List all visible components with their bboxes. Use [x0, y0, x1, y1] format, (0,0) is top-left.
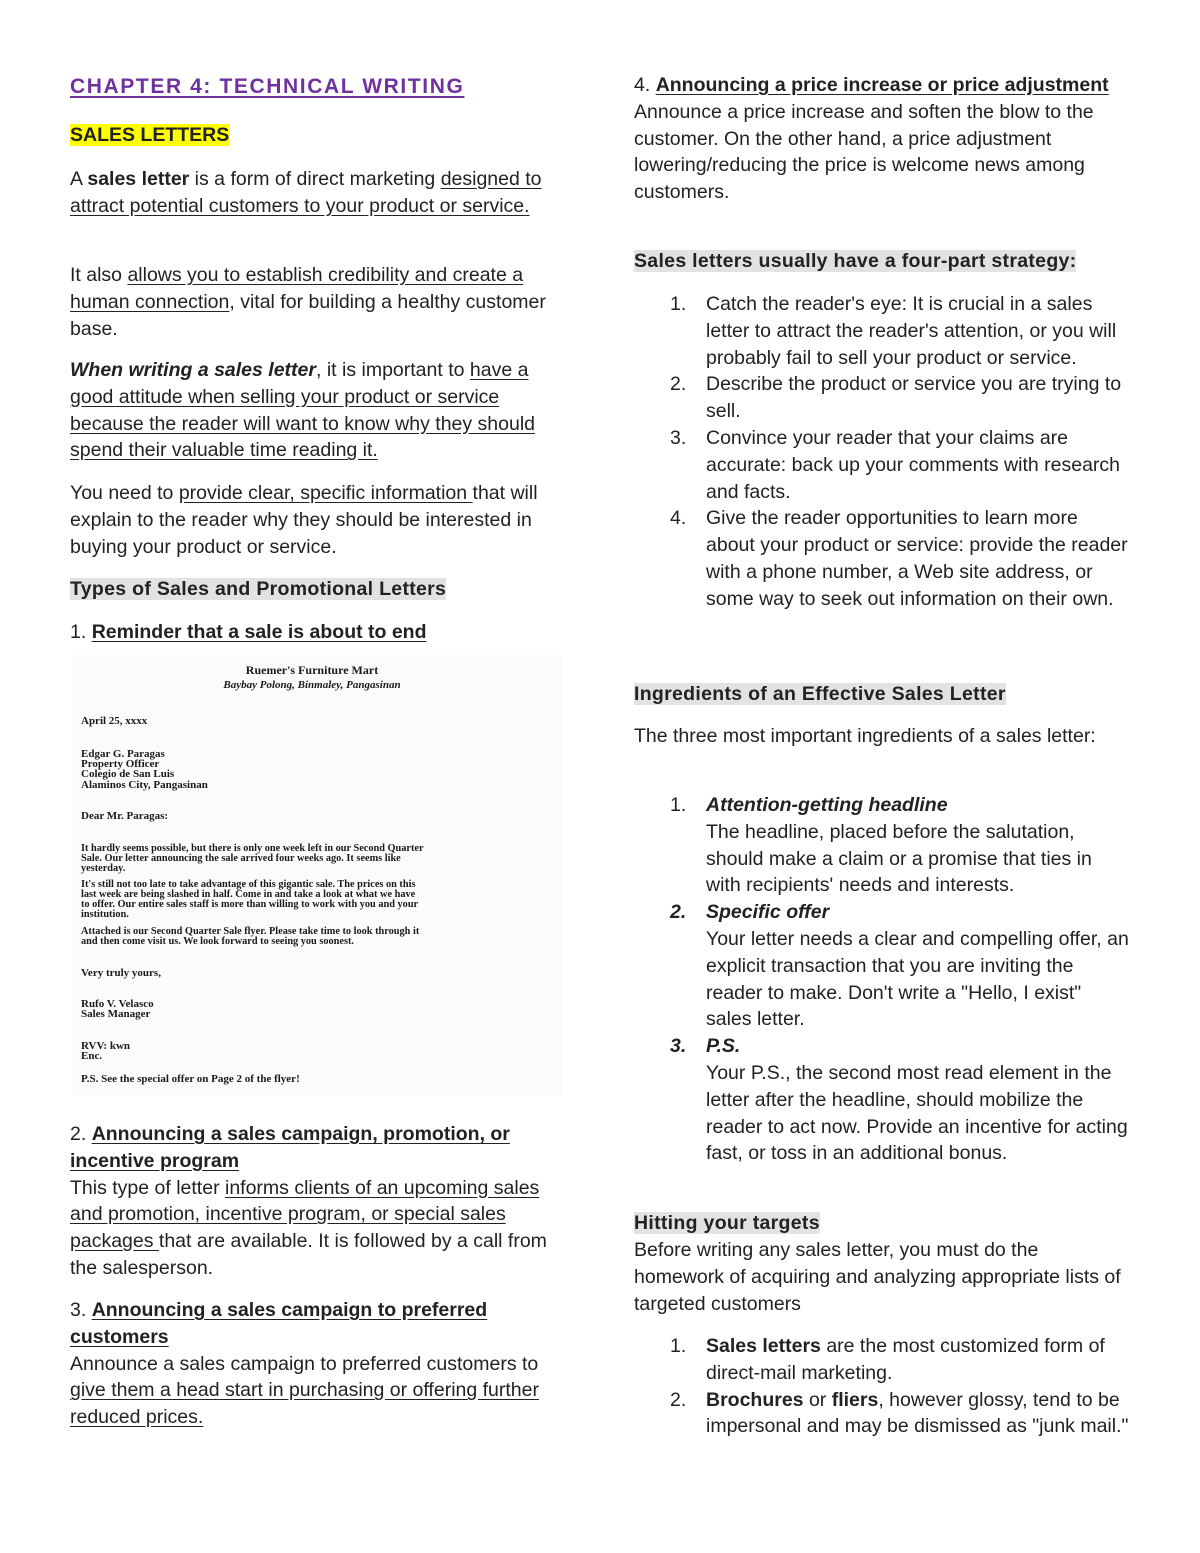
type-1-title: 1. Reminder that a sale is about to end	[70, 621, 427, 643]
sales-letters-heading	[70, 122, 570, 149]
letter-body-line: Attached is our Second Quarter Sale flyer. Please take time to look through it	[81, 926, 420, 937]
targets-list	[634, 1333, 1129, 1440]
letter-body-line: yesterday.	[81, 863, 126, 874]
letter-body-line: last week are being slashed in half. Come in and take a look at what we have	[81, 889, 416, 900]
letter-body-line: to offer. Our entire sales staff is more than willing to work with you and your	[81, 899, 419, 910]
list-item: 3. P.S. Your P.S., the second most read element in the letter after the headline, should mobilize the reader to act now. Provide an incentive for acting fast, or toss in an additional bonus.	[670, 1035, 1128, 1165]
list-item: 1. Attention-getting headline The headline, placed before the salutation, should make a claim or a promise that ties in with recipients' needs and interests.	[670, 794, 1092, 897]
letter-salutation: Dear Mr. Paragas:	[81, 810, 169, 822]
letter-body-line: It's still not too late to take advantage of this gigantic sale. The prices on this	[81, 879, 416, 890]
types-heading	[70, 576, 570, 603]
letter-recipient-line: Colegio de San Luis	[81, 768, 175, 780]
letter-body-line: institution.	[81, 909, 129, 920]
list-item: 4. Give the reader opportunities to learn more about your product or service: provide the reader with a phone number, a Web site address, or some way to seek out information on their own.	[670, 507, 1128, 610]
letter-initials: RVV: kwn	[81, 1040, 131, 1052]
letter-signer: Rufo V. Velasco	[81, 998, 154, 1010]
letter-signer: Sales Manager	[81, 1008, 151, 1020]
ingredients-heading	[634, 681, 1129, 708]
letter-date: April 25, xxxx	[81, 715, 148, 727]
letter-closing: Very truly yours,	[81, 967, 161, 979]
heading-types: Types of Sales and Promotional Letters	[70, 578, 447, 600]
letter-company: Ruemer's Furniture Mart	[245, 663, 379, 677]
heading-ingredients: Ingredients of an Effective Sales Letter	[634, 683, 1006, 705]
ingredients-list	[634, 792, 1129, 1167]
type-3: 3. Announcing a sales campaign to preferred customers Announce a sales campaign to preferred customers to give them a head start in purchasing or offering further reduced prices.	[70, 1299, 539, 1429]
paragraph-information: You need to provide clear, specific information that will explain to the reader why they should be interested in buying your product or service.	[70, 482, 538, 558]
chapter-title: CHAPTER 4: TECHNICAL WRITING	[70, 75, 465, 98]
list-item: 2. Specific offer Your letter needs a clear and compelling offer, an explicit transaction that you are inviting the reader to make. Don't write a "Hello, I exist" sales letter.	[670, 901, 1129, 1031]
letter-recipient-line: Edgar G. Paragas	[81, 748, 165, 760]
type-4: 4. Announcing a price increase or price adjustment Announce a price increase and soften the blow to the customer. On the other hand, a price adjustment lowering/reducing the price is welcome news among customers.	[634, 74, 1109, 204]
letter-body-line: Sale. Our letter announcing the sale arrived four weeks ago. It seems like	[81, 853, 401, 864]
letter-body-line: and then come visit us. We look forward to seeing you soonest.	[81, 936, 354, 947]
letter-recipient-line: Property Officer	[81, 758, 160, 770]
heading-sales-letters: SALES LETTERS	[70, 124, 230, 146]
sample-letter-svg	[72, 655, 562, 1095]
letter-recipient-line: Alaminos City, Pangasinan	[81, 779, 208, 791]
strategy-heading	[634, 248, 1129, 275]
paragraph-credibility: It also allows you to establish credibility and create a human connection, vital for building a healthy customer base.	[70, 264, 546, 340]
heading-strategy: Sales letters usually have a four-part strategy:	[634, 250, 1077, 272]
list-item: 2. Brochures or fliers, however glossy, tend to be impersonal and may be dismissed as "junk mail."	[670, 1388, 1129, 1438]
list-item: 1. Sales letters are the most customized form of direct-mail marketing.	[670, 1335, 1105, 1384]
letter-body-line: It hardly seems possible, but there is only one week left in our Second Quarter	[81, 843, 424, 854]
list-item: 2. Describe the product or service you are trying to sell.	[670, 373, 1122, 423]
letter-address: Baybay Polong, Binmaley, Pangasinan	[223, 679, 401, 691]
heading-targets: Hitting your targets	[634, 1212, 820, 1234]
ingredients-intro: The three most important ingredients of a sales letter:	[634, 725, 1096, 747]
list-item: 3. Convince your reader that your claims are accurate: back up your comments with research and facts.	[670, 426, 1121, 503]
sample-letter-image	[72, 655, 562, 1095]
targets-heading	[634, 1210, 1129, 1237]
letter-enclosure: Enc.	[81, 1050, 103, 1062]
letter-ps: P.S. See the special offer on Page 2 of the flyer!	[81, 1073, 300, 1085]
type-2: 2. Announcing a sales campaign, promotion, or incentive program This type of letter informs clients of an upcoming sales and promotion, incentive program, or special sales packages that are available. It is followed by a call from the salesperson.	[70, 1123, 547, 1279]
paragraph-attitude: When writing a sales letter, it is important to have a good attitude when selling your product or service because the reader will want to know why they should spend their valuable time reading it.	[70, 359, 536, 462]
list-item: 1. Catch the reader's eye: It is crucial in a sales letter to attract the reader's attention, or you will probably fail to sell your product or service.	[670, 293, 1117, 369]
strategy-list	[634, 291, 1129, 613]
paragraph-definition: A sales letter is a form of direct marketing designed to attract potential customers to your product or service.	[70, 168, 542, 217]
targets-intro: Before writing any sales letter, you must do the homework of acquiring and analyzing appropriate lists of targeted customers	[634, 1239, 1121, 1315]
